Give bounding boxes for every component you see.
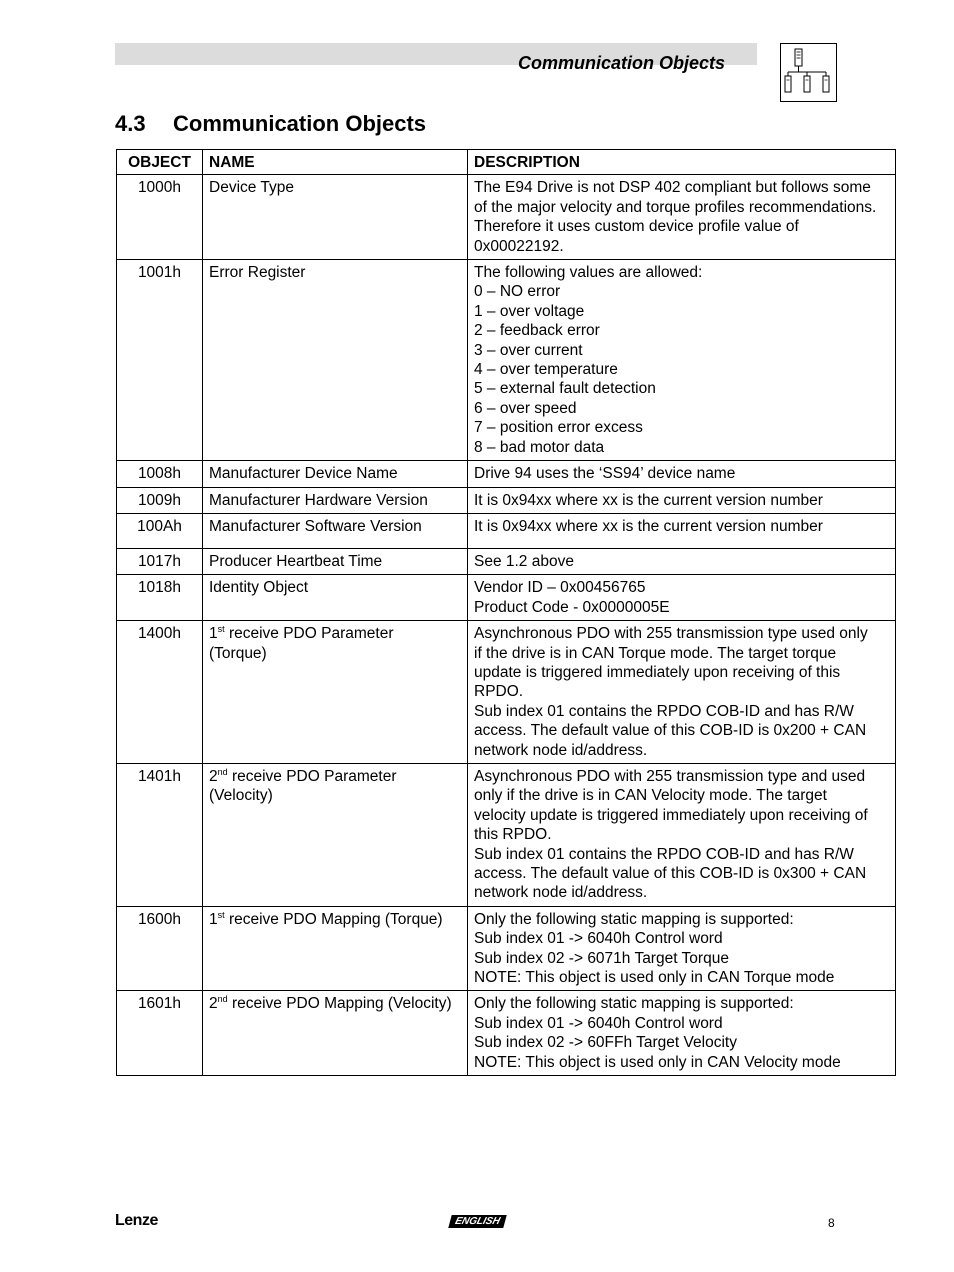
object-name: Identity Object — [203, 575, 468, 621]
description-line: only if the drive is in CAN Velocity mode. The target — [474, 787, 827, 805]
object-index: 1600h — [117, 906, 203, 991]
description-line: Sub index 01 contains the RPDO COB-ID and has R/W — [474, 845, 854, 863]
description-line: 0 – NO error — [474, 283, 561, 301]
description-line: See 1.2 above — [474, 552, 574, 570]
object-name-text: receive PDO Mapping (Velocity) — [227, 995, 452, 1013]
description-line: Vendor ID – 0x00456765 — [474, 579, 646, 597]
ordinal-suffix: nd — [217, 766, 228, 777]
lenze-logo: Lenze — [115, 1212, 158, 1229]
description-line: access. The default value of this COB-ID is 0x300 + CAN — [474, 865, 867, 882]
ordinal-number: 1 — [209, 910, 218, 928]
description-line: Sub index 02 -> 60FFh Target Velocity — [474, 1034, 737, 1052]
object-description — [468, 175, 896, 260]
ordinal-number: 2 — [209, 767, 218, 785]
object-name-text: receive PDO Parameter — [224, 625, 394, 643]
object-name — [203, 621, 468, 764]
section-number: 4.3 — [115, 111, 146, 136]
object-name: Device Type — [203, 175, 468, 260]
language-badge: ENGLISH — [448, 1215, 506, 1228]
object-name-line: (Velocity) — [209, 787, 273, 805]
description-line: Asynchronous PDO with 255 transmission type used only — [474, 625, 868, 643]
description-line: 2 – feedback error — [474, 322, 600, 340]
description-line: 4 – over temperature — [474, 361, 618, 379]
description-line: Only the following static mapping is supported: — [474, 995, 794, 1013]
table-row — [117, 991, 896, 1076]
table-row — [117, 763, 896, 906]
object-index: 1001h — [117, 260, 203, 461]
description-line: of the major velocity and torque profiles recommendations. — [474, 198, 877, 216]
description-line: velocity update is triggered immediately upon receiving of — [474, 806, 868, 824]
table-row — [117, 461, 896, 487]
object-index: 1017h — [117, 548, 203, 574]
object-name: Error Register — [203, 260, 468, 461]
object-description — [468, 991, 896, 1076]
object-name-line — [209, 994, 461, 1013]
object-description — [468, 487, 896, 513]
table-row — [117, 548, 896, 574]
header-title: Communication Objects — [517, 53, 725, 73]
description-line: 0x00022192. — [474, 237, 564, 255]
description-line: network node id/address. — [474, 741, 648, 759]
ordinal-number: 2 — [209, 995, 218, 1013]
ordinal-suffix: st — [217, 909, 225, 920]
object-name: Manufacturer Software Version — [203, 513, 468, 548]
description-line: It is 0x94xx where xx is the current version number — [474, 491, 823, 509]
object-index: 1601h — [117, 991, 203, 1076]
ordinal-suffix: nd — [217, 994, 228, 1005]
table-row — [117, 621, 896, 764]
description-line: Asynchronous PDO with 255 transmission type and used — [474, 767, 866, 785]
object-description — [468, 260, 896, 461]
object-description — [468, 513, 896, 548]
description-line: access. The default value of this COB-ID is 0x200 + CAN — [474, 722, 867, 740]
table-header-row — [117, 150, 896, 175]
object-description — [468, 621, 896, 764]
object-description — [468, 575, 896, 621]
object-name: Manufacturer Hardware Version — [203, 487, 468, 513]
ordinal-number: 1 — [209, 625, 218, 643]
description-line: 3 – over current — [474, 341, 583, 359]
object-name-line — [209, 624, 461, 643]
object-index: 1401h — [117, 763, 203, 906]
column-header-description: DESCRIPTION — [468, 150, 896, 175]
object-description — [468, 548, 896, 574]
object-name-line — [209, 767, 461, 786]
table-row — [117, 487, 896, 513]
description-line: Sub index 01 -> 6040h Control word — [474, 1014, 723, 1032]
description-line: 5 – external fault detection — [474, 380, 656, 398]
object-description — [468, 906, 896, 991]
description-line: 6 – over speed — [474, 399, 577, 417]
description-line: 8 – bad motor data — [474, 438, 605, 456]
page-number: 8 — [828, 1216, 835, 1230]
object-index: 1018h — [117, 575, 203, 621]
description-line: 7 – position error excess — [474, 419, 643, 437]
object-index: 1008h — [117, 461, 203, 487]
description-line: NOTE: This object is used only in CAN Torque mode — [474, 969, 835, 987]
description-line: Only the following static mapping is supported: — [474, 910, 794, 928]
object-name-text: receive PDO Parameter — [227, 767, 397, 785]
description-line: this RPDO. — [474, 826, 552, 844]
object-description — [468, 763, 896, 906]
object-name-text: receive PDO Mapping (Torque) — [224, 910, 443, 928]
column-header-name: NAME — [203, 150, 468, 175]
description-line: NOTE: This object is used only in CAN Velocity mode — [474, 1053, 841, 1071]
section-title: Communication Objects — [173, 111, 427, 136]
description-line: Drive 94 uses the ‘SS94’ device name — [474, 465, 736, 483]
table-row — [117, 906, 896, 991]
description-line: The E94 Drive is not DSP 402 compliant but follows some — [474, 179, 871, 197]
object-name: Producer Heartbeat Time — [203, 548, 468, 574]
table-row — [117, 513, 896, 548]
description-line: 1 – over voltage — [474, 302, 585, 320]
object-index: 100Ah — [117, 513, 203, 548]
table-row — [117, 175, 896, 260]
description-line: It is 0x94xx where xx is the current version number — [474, 517, 823, 535]
description-line: Product Code - 0x0000005E — [474, 598, 670, 616]
description-line: network node id/address. — [474, 884, 648, 902]
object-name — [203, 906, 468, 991]
description-line: if the drive is in CAN Torque mode. The target torque — [474, 644, 837, 662]
column-header-object: OBJECT — [117, 150, 203, 175]
object-name-line: (Torque) — [209, 644, 267, 662]
object-name-line — [209, 910, 461, 929]
object-index: 1009h — [117, 487, 203, 513]
description-line: RPDO. — [474, 683, 524, 701]
object-name — [203, 763, 468, 906]
object-name — [203, 991, 468, 1076]
description-line: Sub index 01 -> 6040h Control word — [474, 930, 723, 948]
description-line: update is triggered immediately upon receiving of this — [474, 663, 841, 681]
ordinal-suffix: st — [217, 623, 225, 634]
object-description — [468, 461, 896, 487]
table-row — [117, 575, 896, 621]
description-line: Sub index 02 -> 6071h Target Torque — [474, 949, 729, 967]
object-name: Manufacturer Device Name — [203, 461, 468, 487]
communication-objects-table — [116, 149, 896, 1076]
object-index: 1000h — [117, 175, 203, 260]
description-line: Sub index 01 contains the RPDO COB-ID and has R/W — [474, 702, 854, 720]
description-line: Therefore it uses custom device profile value of — [474, 218, 799, 236]
table-row — [117, 260, 896, 461]
object-index: 1400h — [117, 621, 203, 764]
description-line: The following values are allowed: — [474, 264, 703, 282]
section-heading — [115, 111, 426, 137]
drive-network-icon — [780, 43, 837, 102]
